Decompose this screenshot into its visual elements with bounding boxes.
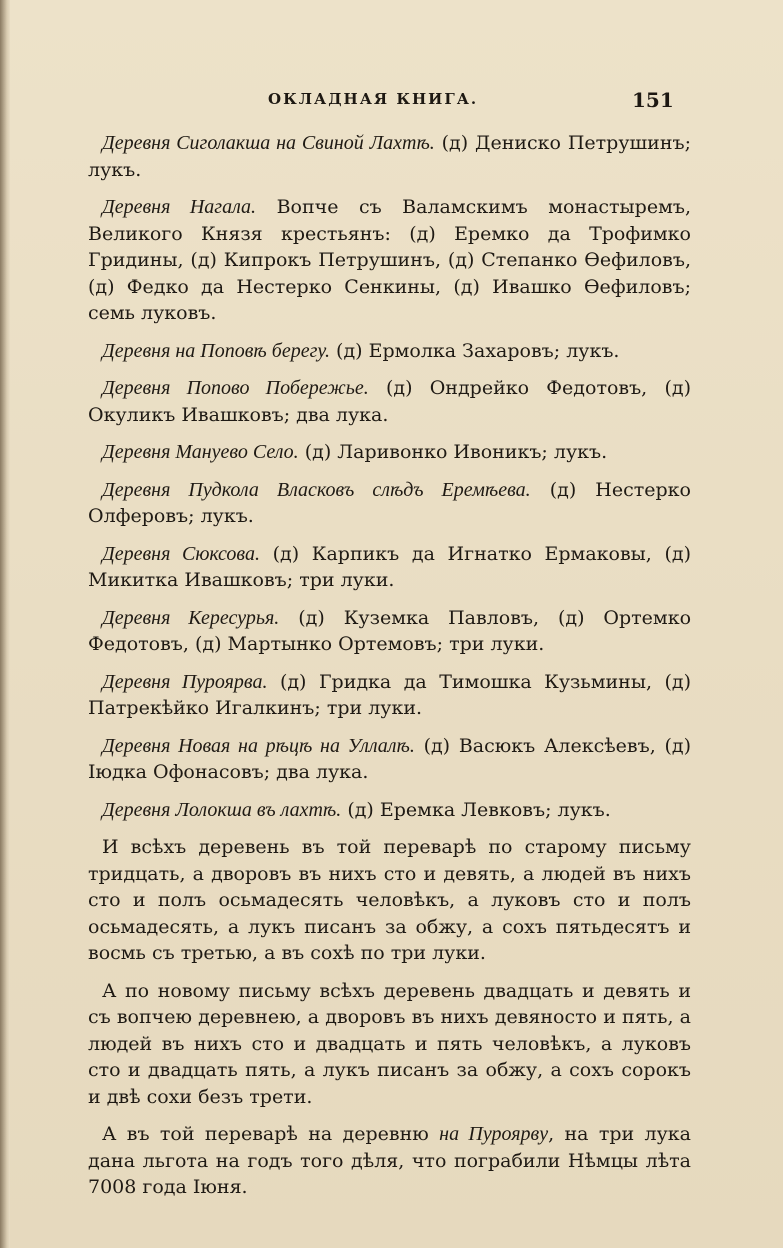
village-name: Деревня Лолокша въ лахтѣ.	[102, 798, 342, 821]
entry-paragraph	[88, 797, 691, 824]
entry-text: (д) Дениско Петрушинъ; лукъ.	[88, 132, 691, 181]
entry-paragraph	[88, 477, 691, 530]
village-name: Деревня Пуроярва.	[102, 670, 268, 693]
page-header	[10, 88, 783, 114]
page-body	[88, 130, 691, 1212]
entry-paragraph	[88, 733, 691, 786]
village-name: Деревня Пудкола Власковъ слѣдъ Еремѣева.	[102, 478, 531, 501]
village-name: Деревня Сюксова.	[102, 542, 260, 565]
entry-paragraph	[88, 439, 691, 466]
final-text-after: , на три лука дана льгота на годъ того дѣля, что пограбили Нѣмцы лѣта 7008 года Іюня.	[88, 1123, 691, 1198]
entry-text: (д) Ондрейко Федотовъ, (д) Окуликъ Ивашковъ; два лука.	[88, 377, 691, 426]
entry-paragraph	[88, 669, 691, 722]
book-page	[10, 0, 783, 1248]
entry-text: (д) Куземка Павловъ, (д) Ортемко Федотовъ, (д) Мартынко Ортемовъ; три луки.	[88, 606, 692, 655]
entry-text: (д) Ермолка Захаровъ; лукъ.	[330, 339, 620, 362]
entry-text: (д) Еремка Левковъ; лукъ.	[341, 798, 611, 821]
entry-paragraph	[88, 541, 691, 594]
entry-paragraph	[88, 130, 691, 183]
entry-text: (д) Карпикъ да Игнатко Ермаковы, (д) Микитка Ивашковъ; три луки.	[88, 542, 692, 591]
village-name: Деревня на Поповѣ берегу.	[102, 339, 330, 362]
entry-paragraph	[88, 605, 691, 658]
entry-text: (д) Ларивонко Ивоникъ; лукъ.	[298, 441, 608, 463]
village-name: Деревня Мануево Село.	[102, 441, 299, 463]
entry-text: Вопче съ Валамскимъ монастыремъ, Великого Князя крестьянъ: (д) Еремко да Трофимко Гридины, (д) Кипрокъ Петрушинъ, (д) Степанко Ѳефиловъ, (д) Федко да Нестерко Сенкины, (д) Ивашко Ѳефиловъ; семь луковъ.	[88, 196, 691, 324]
village-name: Деревня Нагала.	[102, 196, 257, 218]
entry-text: (д) Гридка да Тимошка Кузьмины, (д) Патрекѣйко Игалкинъ; три луки.	[88, 670, 692, 719]
final-paragraph	[88, 1121, 691, 1201]
entry-paragraph	[88, 338, 691, 365]
running-title: ОКЛАДНАЯ КНИГА.	[268, 90, 479, 108]
page-binding-shadow	[0, 0, 10, 1248]
page-number: 151	[632, 88, 674, 112]
village-name: Деревня Попово Побережье.	[102, 377, 369, 399]
summary-paragraph-new: А по новому письму всѣхъ деревень двадцать и девять и съ вопчею деревнею, а дворовъ въ нихъ девяносто и пять, а людей въ нихъ сто и двадцать и пять человѣкъ, а луковъ сто и двадцать пять, а лукъ писанъ за обжу, а сохъ сорокъ и двѣ сохи безъ трети.	[88, 979, 691, 1108]
final-text-before: А въ той переварѣ на деревню	[102, 1123, 440, 1145]
village-name: Деревня Сиголакша на Свиной Лахтѣ.	[102, 132, 435, 154]
village-name: Деревня Новая на рѣцѣ на Уллалѣ.	[102, 734, 415, 757]
village-name: Деревня Кересурья.	[102, 606, 280, 629]
entry-paragraph	[88, 375, 691, 428]
summary-paragraph-old: И всѣхъ деревень въ той переварѣ по старому письму тридцать, а дворовъ въ нихъ сто и девять, а людей въ нихъ сто и полъ осьмадесять человѣкъ, а луковъ сто и полъ осьмадесять, а лукъ писанъ за обжу, а сохъ пятьдесятъ и восмь съ третью, а въ сохѣ по три луки.	[88, 836, 691, 964]
entry-paragraph	[88, 194, 691, 327]
final-village-name: на Пуроярву	[439, 1123, 549, 1145]
entry-text: (д) Васюкъ Алексѣевъ, (д) Іюдка Офонасовъ; два лука.	[88, 734, 691, 783]
entry-text: (д) Нестерко Олферовъ; лукъ.	[88, 478, 691, 527]
